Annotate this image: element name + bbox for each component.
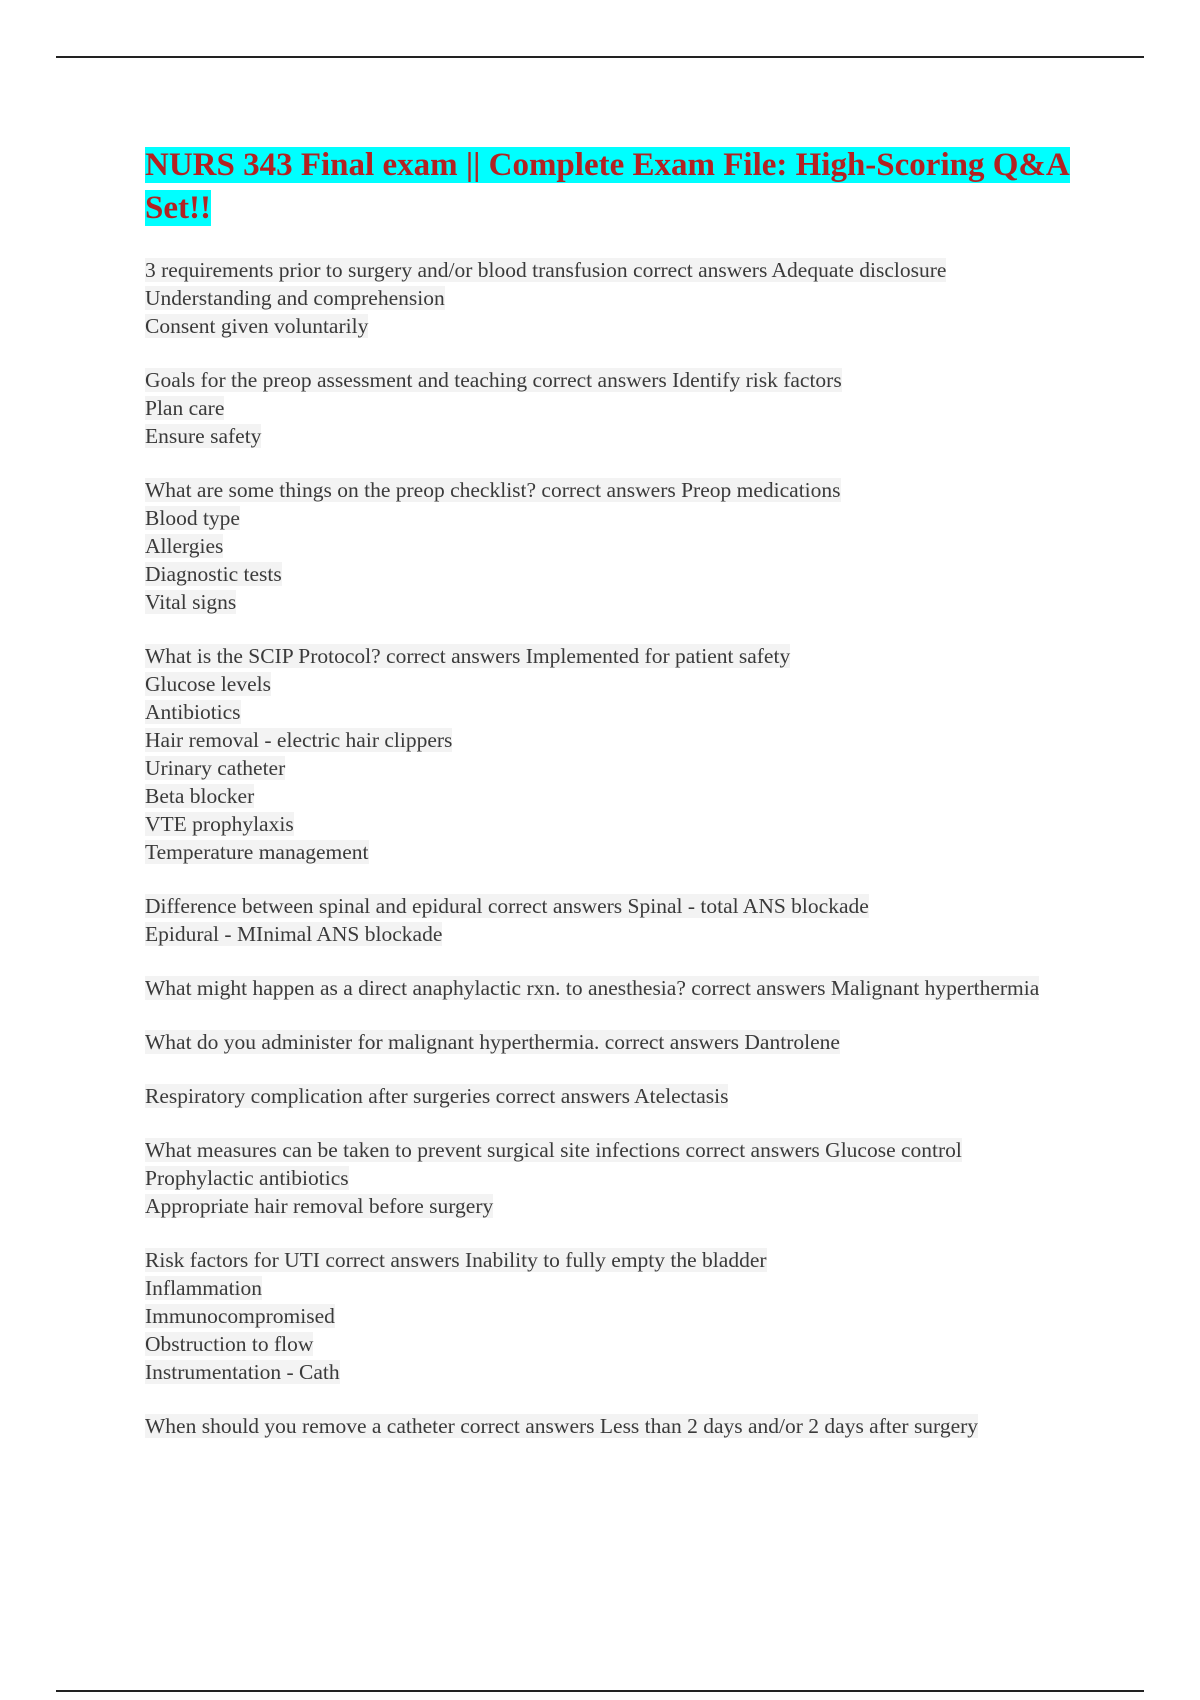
qa-question	[145, 366, 1085, 394]
qa-question	[145, 1412, 1085, 1440]
qa-answer-text: Glucose levels	[145, 672, 271, 696]
qa-answer	[145, 920, 1085, 948]
qa-item	[145, 974, 1085, 1002]
qa-answer	[145, 810, 1085, 838]
qa-question-text: What is the SCIP Protocol? correct answers Implemented for patient safety	[145, 644, 791, 668]
qa-question	[145, 974, 1085, 1002]
qa-item	[145, 892, 1085, 948]
qa-answer-text: Beta blocker	[145, 784, 255, 808]
qa-item	[145, 1246, 1085, 1386]
qa-answer	[145, 588, 1085, 616]
qa-answer	[145, 838, 1085, 866]
qa-answer-text: Urinary catheter	[145, 756, 286, 780]
qa-question-text: What might happen as a direct anaphylactic rxn. to anesthesia? correct answers Malignant hyperthermia	[145, 976, 1040, 1000]
qa-answer-text: Understanding and comprehension	[145, 286, 445, 310]
qa-question-text: When should you remove a catheter correct answers Less than 2 days and/or 2 days after surgery	[145, 1414, 979, 1438]
qa-question	[145, 1028, 1085, 1056]
qa-answer-text: Blood type	[145, 506, 240, 530]
qa-question	[145, 892, 1085, 920]
qa-item	[145, 256, 1085, 340]
qa-answer	[145, 1302, 1085, 1330]
qa-answer-text: Consent given voluntarily	[145, 314, 369, 338]
qa-question-text: Goals for the preop assessment and teaching correct answers Identify risk factors	[145, 368, 842, 392]
qa-item	[145, 1028, 1085, 1056]
header-rule	[56, 56, 1144, 58]
qa-answer	[145, 532, 1085, 560]
qa-question	[145, 1246, 1085, 1274]
qa-answer	[145, 312, 1085, 340]
qa-answer-text: Obstruction to flow	[145, 1332, 314, 1356]
qa-item	[145, 1412, 1085, 1440]
qa-answer	[145, 1192, 1085, 1220]
qa-answer	[145, 1330, 1085, 1358]
qa-answer-text: Immunocompromised	[145, 1304, 335, 1328]
qa-answer	[145, 1358, 1085, 1386]
qa-question	[145, 642, 1085, 670]
qa-question	[145, 256, 1085, 284]
qa-question-text: Difference between spinal and epidural correct answers Spinal - total ANS blockade	[145, 894, 869, 918]
qa-question-text: What are some things on the preop checklist? correct answers Preop medications	[145, 478, 841, 502]
qa-answer	[145, 670, 1085, 698]
qa-answer	[145, 754, 1085, 782]
footer-rule	[56, 1690, 1144, 1692]
qa-list	[145, 256, 1085, 1440]
qa-item	[145, 366, 1085, 450]
document-title	[145, 144, 1085, 230]
qa-answer-text: Appropriate hair removal before surgery	[145, 1194, 494, 1218]
qa-item	[145, 1082, 1085, 1110]
qa-answer-text: Inflammation	[145, 1276, 263, 1300]
qa-answer-text: Prophylactic antibiotics	[145, 1166, 349, 1190]
qa-question-text: What do you administer for malignant hyperthermia. correct answers Dantrolene	[145, 1030, 840, 1054]
qa-question-text: Respiratory complication after surgeries correct answers Atelectasis	[145, 1084, 729, 1108]
document-body	[145, 144, 1085, 1466]
qa-answer-text: Temperature management	[145, 840, 369, 864]
qa-question	[145, 476, 1085, 504]
qa-question-text: Risk factors for UTI correct answers Inability to fully empty the bladder	[145, 1248, 767, 1272]
qa-answer-text: VTE prophylaxis	[145, 812, 294, 836]
qa-answer	[145, 394, 1085, 422]
qa-item	[145, 476, 1085, 616]
document-title-text: NURS 343 Final exam || Complete Exam File: High-Scoring Q&A Set!!	[145, 147, 1070, 226]
qa-question	[145, 1082, 1085, 1110]
qa-answer	[145, 1164, 1085, 1192]
qa-answer	[145, 1274, 1085, 1302]
qa-answer-text: Diagnostic tests	[145, 562, 282, 586]
qa-answer	[145, 560, 1085, 588]
qa-question-text: 3 requirements prior to surgery and/or blood transfusion correct answers Adequate disclosure	[145, 258, 947, 282]
qa-answer	[145, 782, 1085, 810]
qa-answer-text: Ensure safety	[145, 424, 262, 448]
qa-answer-text: Hair removal - electric hair clippers	[145, 728, 453, 752]
qa-answer-text: Plan care	[145, 396, 225, 420]
qa-question-text: What measures can be taken to prevent surgical site infections correct answers Glucose control	[145, 1138, 962, 1162]
qa-answer-text: Epidural - MInimal ANS blockade	[145, 922, 443, 946]
qa-answer-text: Antibiotics	[145, 700, 241, 724]
qa-answer	[145, 422, 1085, 450]
qa-answer	[145, 504, 1085, 532]
qa-answer	[145, 726, 1085, 754]
qa-question	[145, 1136, 1085, 1164]
qa-answer	[145, 284, 1085, 312]
qa-item	[145, 642, 1085, 866]
qa-answer-text: Instrumentation - Cath	[145, 1360, 340, 1384]
qa-answer-text: Vital signs	[145, 590, 237, 614]
qa-answer-text: Allergies	[145, 534, 224, 558]
qa-answer	[145, 698, 1085, 726]
qa-item	[145, 1136, 1085, 1220]
